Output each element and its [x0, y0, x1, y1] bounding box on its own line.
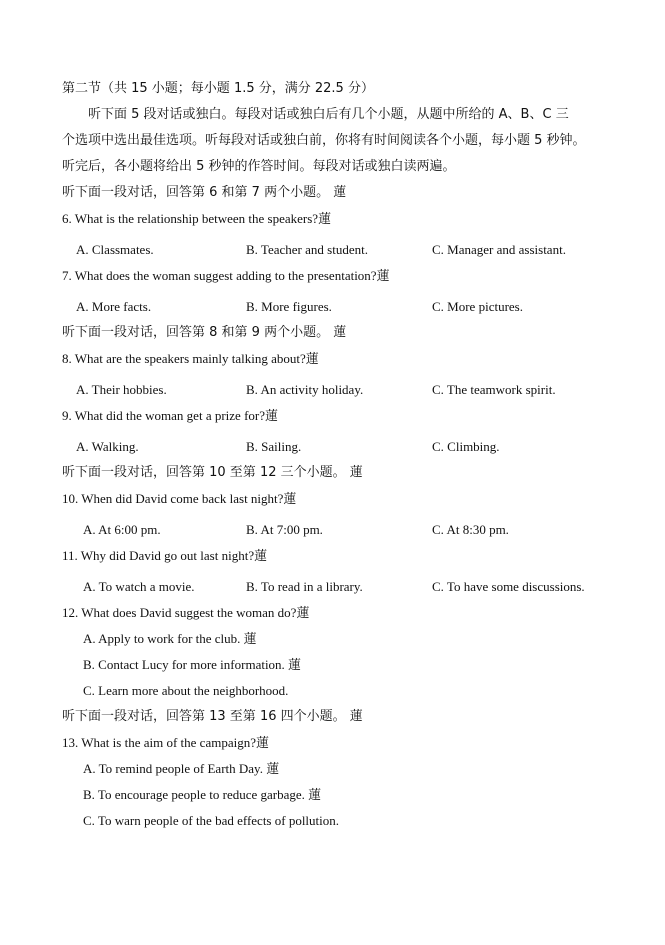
option-c: C. Climbing.: [432, 439, 500, 454]
option-c: C. To have some discussions.: [432, 579, 585, 594]
option-a: A. To watch a movie.: [83, 579, 195, 594]
question-10: 10. When did David come back last night?蓮: [62, 491, 297, 506]
option-b: B. More figures.: [246, 299, 332, 314]
option-a: A. More facts.: [76, 299, 152, 314]
option-c: C. More pictures.: [432, 299, 523, 314]
question-12: 12. What does David suggest the woman do?蓮: [62, 605, 310, 620]
option-a: A. Apply to work for the club. 蓮: [83, 631, 257, 646]
option-b: B. An activity holiday.: [246, 382, 364, 397]
option-c: C. Manager and assistant.: [432, 242, 566, 257]
instructions-line-2: 个选项中选出最佳选项。听每段对话或独白前，你将有时间阅读各个小题，每小题 5 秒钟。: [62, 133, 586, 148]
option-a: A. Their hobbies.: [76, 382, 167, 397]
question-9: 9. What did the woman get a prize for?蓮: [62, 408, 278, 423]
option-a: A. To remind people of Earth Day. 蓮: [83, 761, 280, 776]
option-a: A. Classmates.: [76, 242, 154, 257]
question-11: 11. Why did David go out last night?蓮: [62, 548, 268, 563]
option-c: C. The teamwork spirit.: [432, 382, 556, 397]
group-intro: 听下面一段对话，回答第 6 和第 7 两个小题。 蓮: [62, 185, 347, 200]
group-intro: 听下面一段对话，回答第 8 和第 9 两个小题。 蓮: [62, 325, 347, 340]
option-b: B. At 7:00 pm.: [246, 522, 323, 537]
option-b: B. Sailing.: [246, 439, 302, 454]
group-intro: 听下面一段对话，回答第 13 至第 16 四个小题。 蓮: [62, 709, 363, 724]
instructions-line-1: 听下面 5 段对话或独白。每段对话或独白后有几个小题，从题中所给的 A、B、C 三: [88, 107, 569, 122]
group-intro: 听下面一段对话，回答第 10 至第 12 三个小题。 蓮: [62, 465, 363, 480]
option-c: C. To warn people of the bad effects of pollution.: [83, 813, 340, 828]
instructions-line-3: 听完后，各小题将给出 5 秒钟的作答时间。每段对话或独白读两遍。: [62, 159, 456, 174]
option-c: C. At 8:30 pm.: [432, 522, 509, 537]
option-a: A. Walking.: [76, 439, 139, 454]
question-13: 13. What is the aim of the campaign?蓮: [62, 735, 269, 750]
option-b: B. To encourage people to reduce garbage. 蓮: [83, 787, 322, 802]
question-8: 8. What are the speakers mainly talking about?蓮: [62, 351, 319, 366]
section-header: 第二节（共 15 小题；每小题 1.5 分，满分 22.5 分）: [62, 81, 374, 96]
option-b: B. To read in a library.: [246, 579, 363, 594]
option-c: C. Learn more about the neighborhood.: [83, 683, 289, 698]
question-7: 7. What does the woman suggest adding to the presentation?蓮: [62, 268, 390, 283]
option-a: A. At 6:00 pm.: [83, 522, 161, 537]
option-b: B. Contact Lucy for more information. 蓮: [83, 657, 302, 672]
question-6: 6. What is the relationship between the speakers?蓮: [62, 211, 332, 226]
option-b: B. Teacher and student.: [246, 242, 368, 257]
